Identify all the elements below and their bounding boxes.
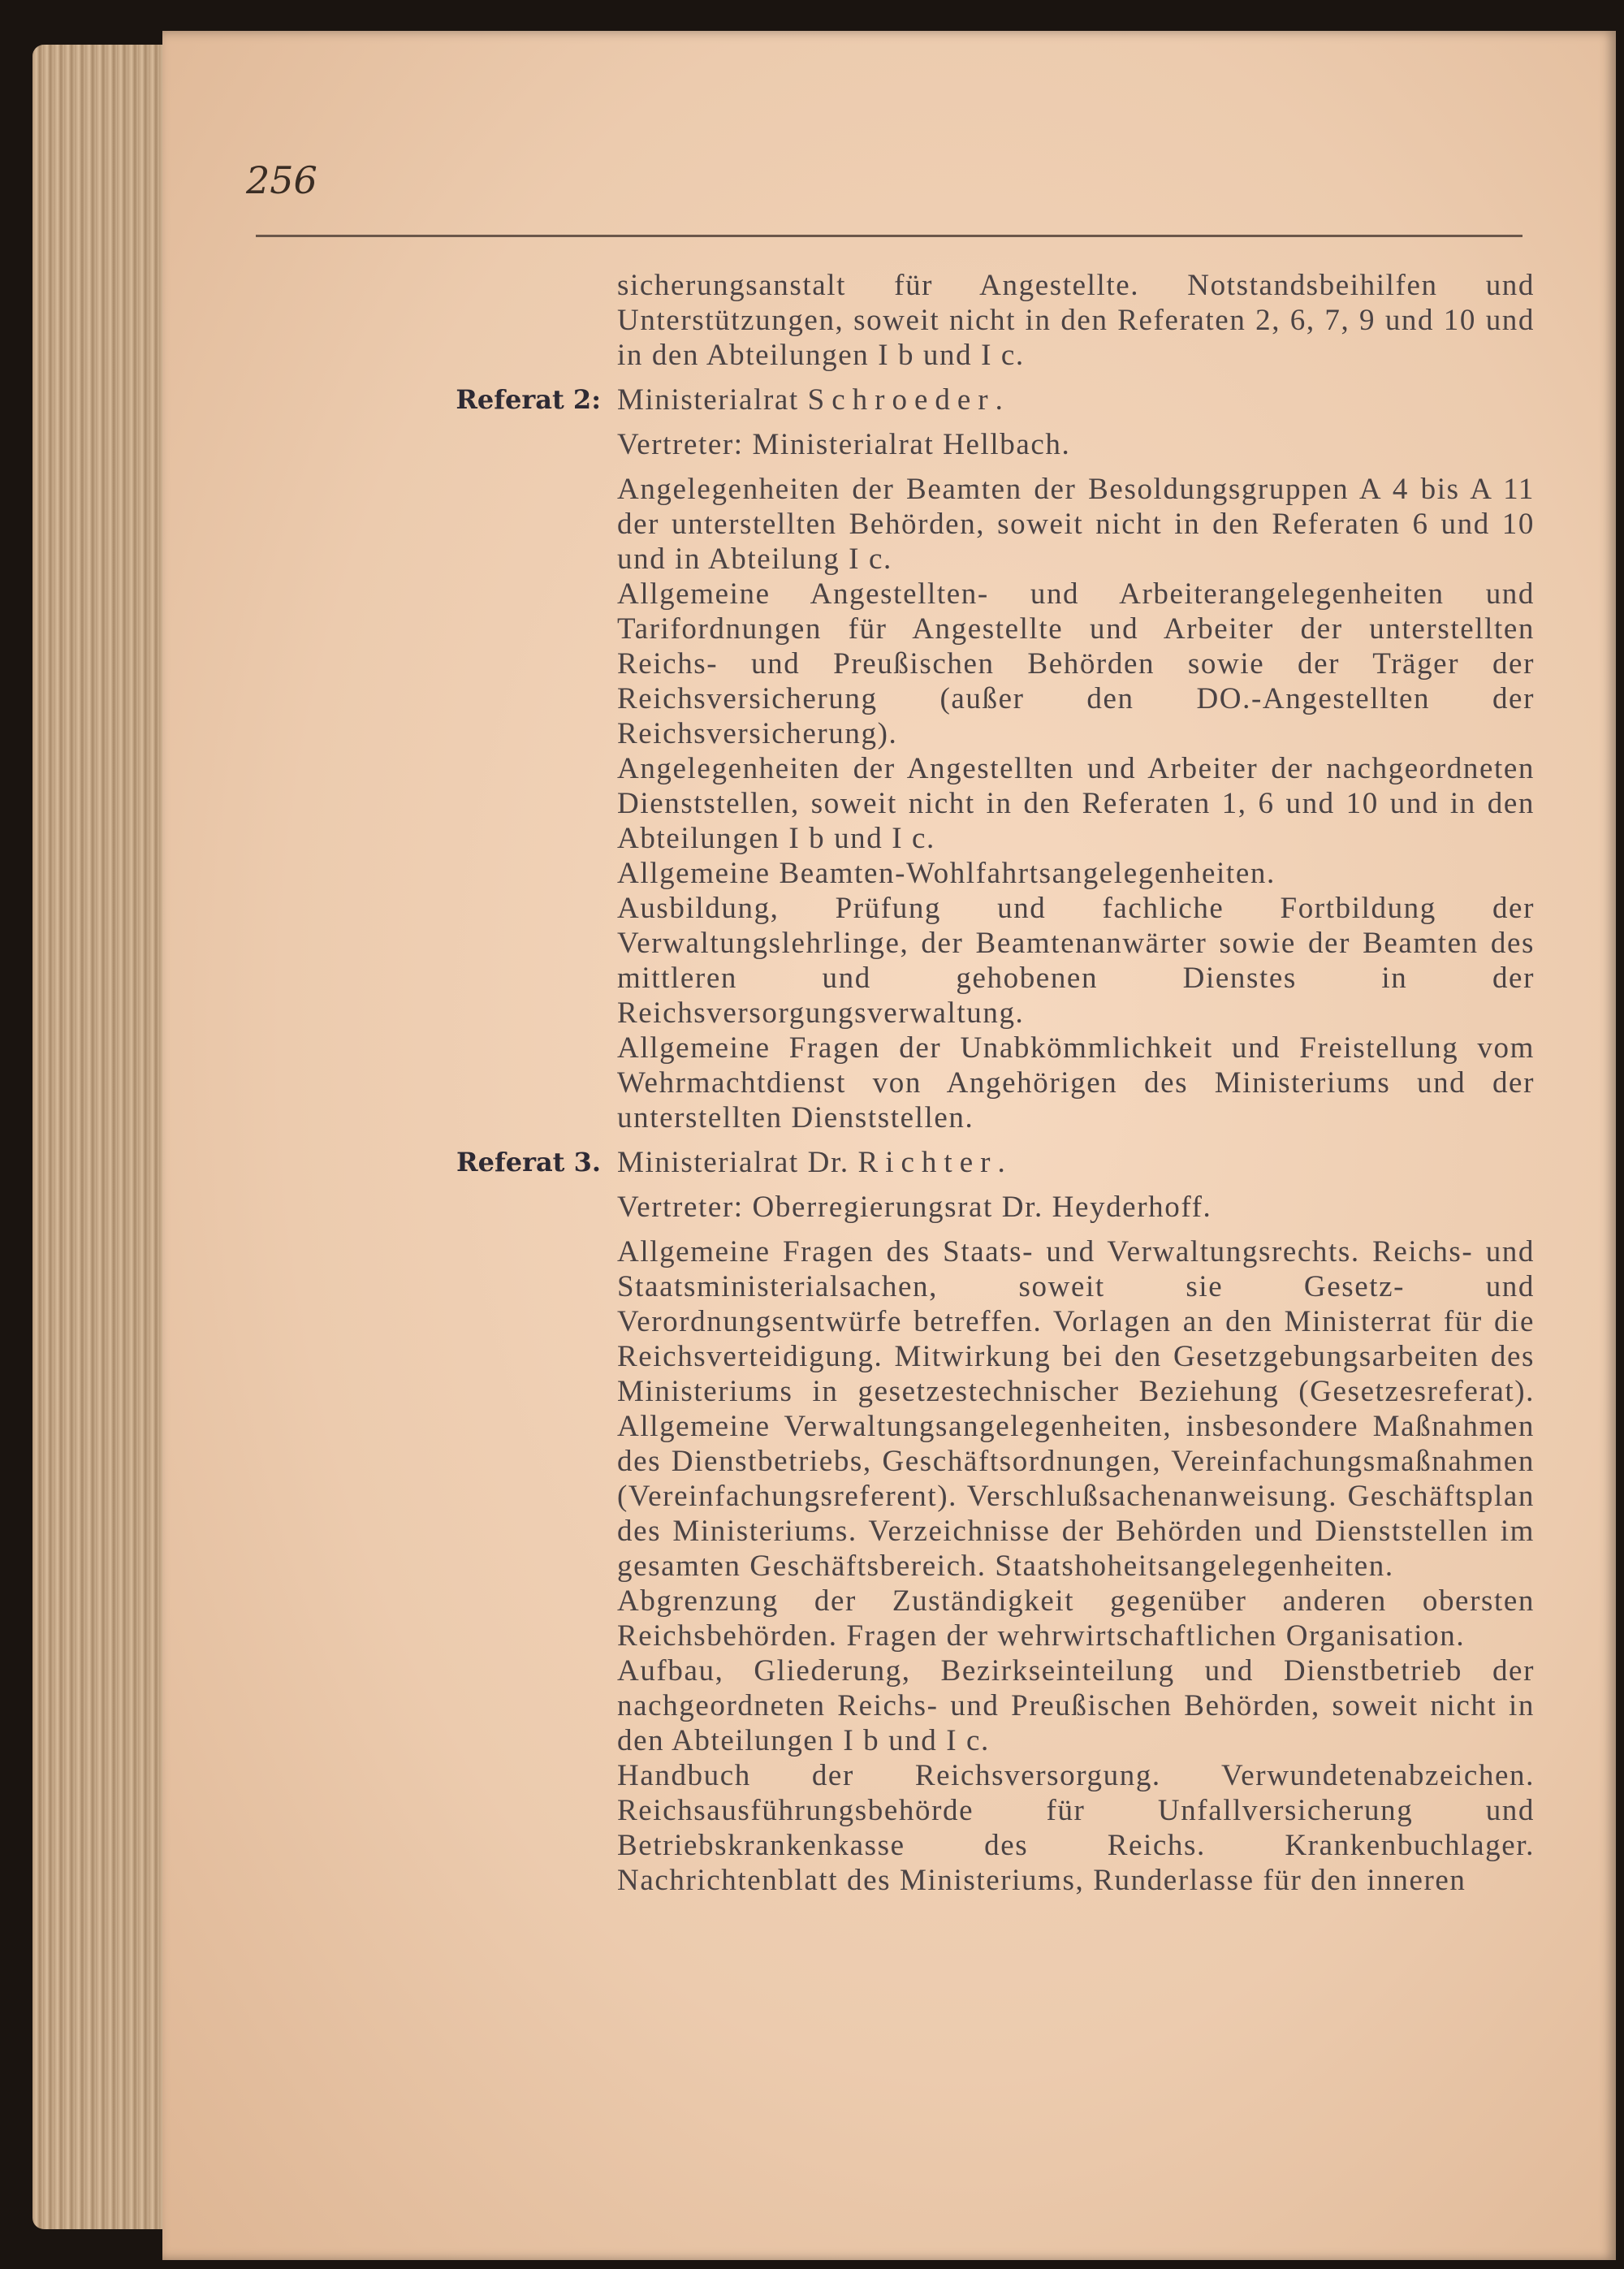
paragraph: Allgemeine Angestellten- und Arbeiterangelegenheiten und Tarifordnungen für Angestellte und Arbeiter der unterstellten Reichs- und Preußischen Behörden sowie der Träger der Reichsversicherung (außer den DO.-Angestellten der Reichsversicherung). [617, 577, 1535, 750]
paragraph: Allgemeine Fragen der Unabkömmlichkeit und Freistellung vom Wehrmachtdienst von Angehörigen des Ministeriums und der unterstellten Dienststellen. [617, 1031, 1535, 1134]
deputy-line: Vertreter: Oberregierungsrat Dr. Heyderhoff. [617, 1191, 1212, 1224]
section-label: Referat 3. [456, 1147, 601, 1178]
section-text [617, 382, 1535, 1135]
section-referat-2 [244, 382, 1535, 1135]
section-referat-3 [244, 1145, 1535, 1898]
paragraph: Aufbau, Gliederung, Bezirkseinteilung und Dienstbetrieb der nachgeordneten Reichs- und Preußischen Behörden, soweit nicht in den Abteilungen I b und I c. [617, 1654, 1535, 1757]
section-head [617, 1145, 1535, 1180]
paragraph: Allgemeine Beamten-Wohlfahrtsangelegenheiten. [617, 857, 1276, 890]
head-title: Ministerialrat [617, 383, 808, 417]
section-label: Referat 2: [456, 384, 601, 415]
head-title: Ministerialrat Dr. [617, 1146, 858, 1179]
paragraph: sicherungsanstalt für Angestellte. Notstandsbeihilfen und Unterstützungen, soweit nicht in den Referaten 2, 6, 7, 9 und 10 und in den Abteilungen I b und I c. [617, 269, 1535, 372]
head-name: Schroeder [807, 383, 996, 417]
paragraph: Allgemeine Fragen des Staats- und Verwaltungsrechts. Reichs- und Staatsministerialsachen, soweit sie Gesetz- und Verordnungsentwürfe betreffen. Vorlagen an den Ministerrat für die Reichsverteidigung. Mitwirkung bei den Gesetzgebungsarbeiten des Ministeriums in gesetzestechnischer Beziehung (Gesetzesreferat). Allgemeine Verwaltungsangelegenheiten, insbesondere Maßnahmen des Dienstbetriebs, Geschäftsordnungen, Vereinfachungsmaßnahmen (Vereinfachungsreferent). Verschlußsachenanweisung. Geschäftsplan des Ministeriums. Verzeichnisse der Behörden und Dienststellen im gesamten Geschäftsbereich. Staatshoheitsangelegenheiten. [617, 1235, 1535, 1583]
paragraph: Angelegenheiten der Angestellten und Arbeiter der nachgeordneten Dienststellen, soweit nicht in den Referaten 1, 6 und 10 und in den Abteilungen I b und I c. [617, 752, 1535, 855]
section-text [617, 1145, 1535, 1898]
section-continuation [244, 268, 1535, 373]
head-name: Richter [857, 1146, 998, 1179]
paragraph: Ausbildung, Prüfung und fachliche Fortbildung der Verwaltungslehrlinge, der Beamtenanwärter sowie der Beamten des mittleren und gehobenen Dienstes in der Reichsversorgungsverwaltung. [617, 892, 1535, 1030]
paragraph: Angelegenheiten der Beamten der Besoldungsgruppen A 4 bis A 11 der unterstellten Behörden, soweit nicht in den Referaten 6 und 10 und in Abteilung I c. [617, 473, 1535, 576]
head-suffix: . [995, 383, 1004, 417]
page-content [244, 268, 1535, 1898]
section-head [617, 382, 1535, 417]
header-rule [256, 235, 1522, 237]
page-number: 256 [246, 158, 317, 202]
section-text [617, 268, 1535, 373]
deputy-line: Vertreter: Ministerialrat Hellbach. [617, 428, 1071, 461]
head-suffix: . [997, 1146, 1007, 1179]
paragraph: Abgrenzung der Zuständigkeit gegenüber anderen obersten Reichsbehörden. Fragen der wehrwirtschaftlichen Organisation. [617, 1584, 1535, 1653]
section-label [244, 268, 617, 373]
paragraph: Handbuch der Reichsversorgung. Verwundetenabzeichen. Reichsausführungsbehörde für Unfallversicherung und Betriebskrankenkasse des Reichs. Krankenbuchlager. Nachrichtenblatt des Ministeriums, Runderlasse für den inneren [617, 1759, 1535, 1897]
